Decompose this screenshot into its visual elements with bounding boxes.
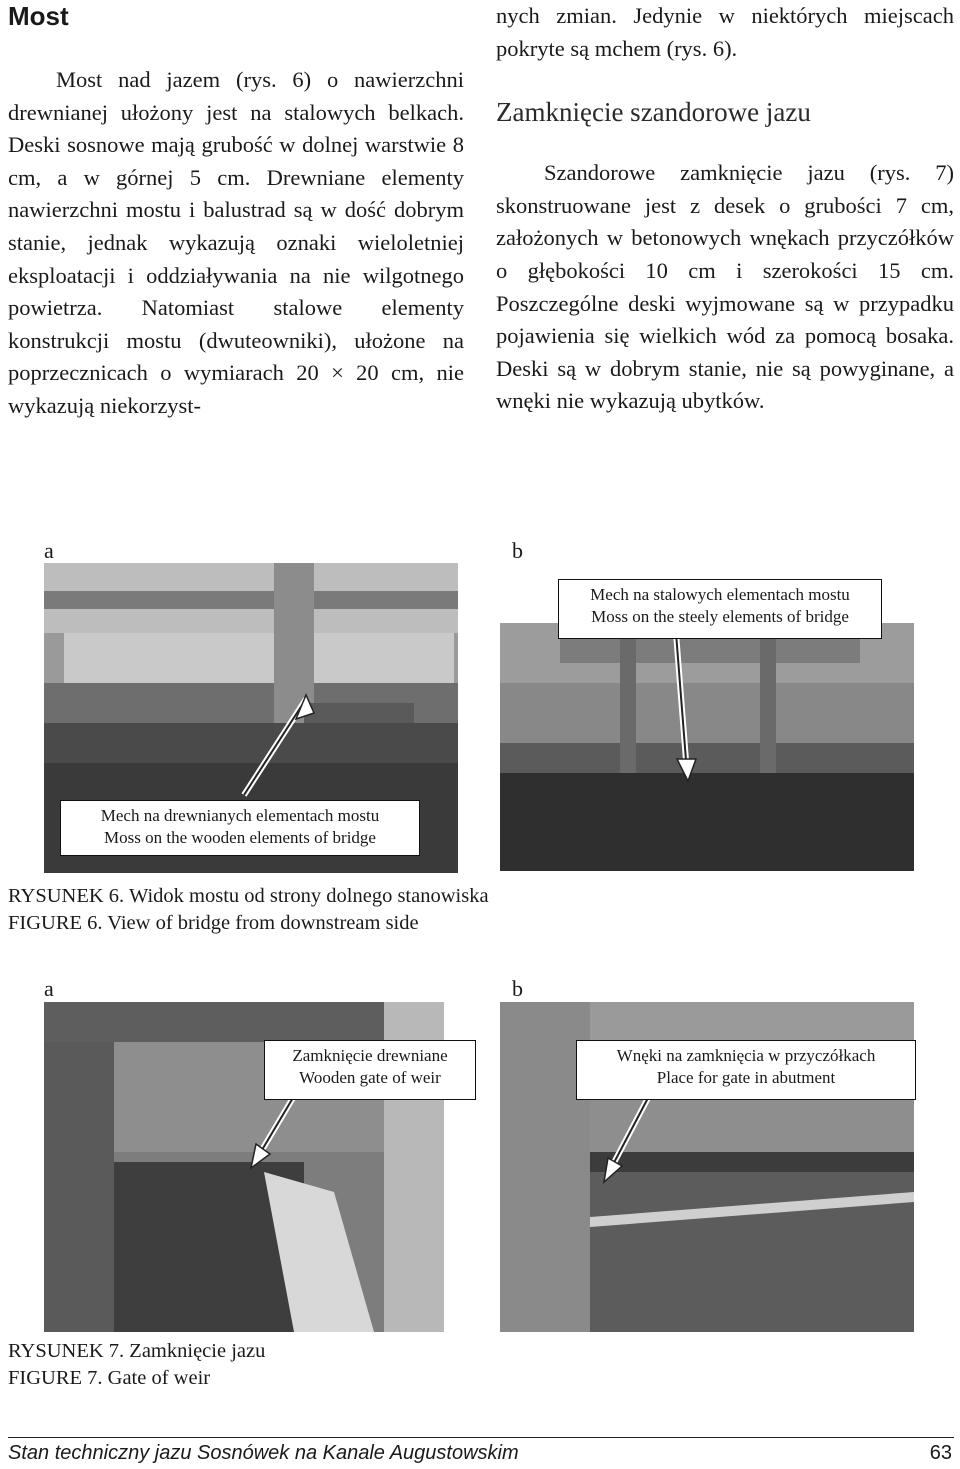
figure-6b-callout-pl: Mech na stalowych elementach mostu	[590, 585, 850, 604]
figure-7-caption-en: FIGURE 7. Gate of weir	[8, 1367, 211, 1389]
page-number: 63	[929, 1442, 952, 1464]
paragraph-gate: Szandorowe zamknięcie jazu (rys. 7) skonstruowane jest z desek o grubości 7 cm, założonych w betonowych wnękach przyczółków o głębokości 10 cm i szerokości 15 cm. Poszczególne deski wyjmowane są w przypadku pojawienia się wielkich wód za pomocą bosaka. Deski są w dobrym stanie, nie są powyginane, a wnęki nie wykazują ubytków.	[496, 160, 954, 414]
paragraph-continuation: nych zmian. Jedynie w niektórych miejscach pokryte są mchem (rys. 6).	[496, 3, 954, 61]
footer-rule	[8, 1437, 954, 1438]
figure-7b-callout	[576, 1040, 916, 1100]
section-title: Most	[8, 1, 69, 31]
figure-6a-callout-en: Moss on the wooden elements of bridge	[104, 828, 376, 847]
right-text-column	[496, 0, 954, 418]
figure-7b-callout-en: Place for gate in abutment	[656, 1068, 836, 1087]
left-text-column	[8, 64, 464, 423]
figure-7-label-b: b	[512, 976, 523, 1001]
figure-7a-callout-en: Wooden gate of weir	[299, 1068, 441, 1087]
footer-journal-title: Stan techniczny jazu Sosnówek na Kanale Augustowskim	[8, 1442, 519, 1464]
figure-7a-callout	[264, 1040, 476, 1100]
figure-7-caption-pl: RYSUNEK 7. Zamknięcie jazu	[8, 1340, 266, 1362]
figure-6-label-b: b	[512, 538, 523, 563]
figure-6b-callout-en: Moss on the steely elements of bridge	[591, 607, 849, 626]
figure-6-caption-en: FIGURE 6. View of bridge from downstream side	[8, 912, 419, 934]
figure-7-label-a: a	[44, 976, 54, 1001]
figure-6-caption-pl: RYSUNEK 6. Widok mostu od strony dolnego stanowiska	[8, 885, 489, 907]
figure-7a-callout-pl: Zamknięcie drewniane	[292, 1046, 448, 1065]
subsection-title: Zamknięcie szandorowe jazu	[496, 97, 811, 128]
figure-6a-callout	[60, 800, 420, 856]
figure-6b-callout	[558, 579, 882, 639]
paragraph-bridge: Most nad jazem (rys. 6) o nawierzchni drewnianej ułożony jest na stalowych belkach. Deski sosnowe mają grubość w dolnej warstwie 8 cm, a w górnej 5 cm. Drewniane elementy nawierzchni mostu i balustrad są w dość dobrym stanie, jednak wykazują oznaki wieloletniej eksploatacji i oddziaływania na nie wilgotnego powietrza. Natomiast stalowe elementy konstrukcji mostu (dwuteowniki), ułożone na poprzecznicach o wymiarach 20 × 20 cm, nie wykazują niekorzyst-	[8, 67, 464, 418]
figure-7b-callout-pl: Wnęki na zamknięcia w przyczółkach	[616, 1046, 876, 1065]
figure-6-label-a: a	[44, 538, 54, 563]
figure-6a-callout-pl: Mech na drewnianych elementach mostu	[100, 806, 380, 825]
